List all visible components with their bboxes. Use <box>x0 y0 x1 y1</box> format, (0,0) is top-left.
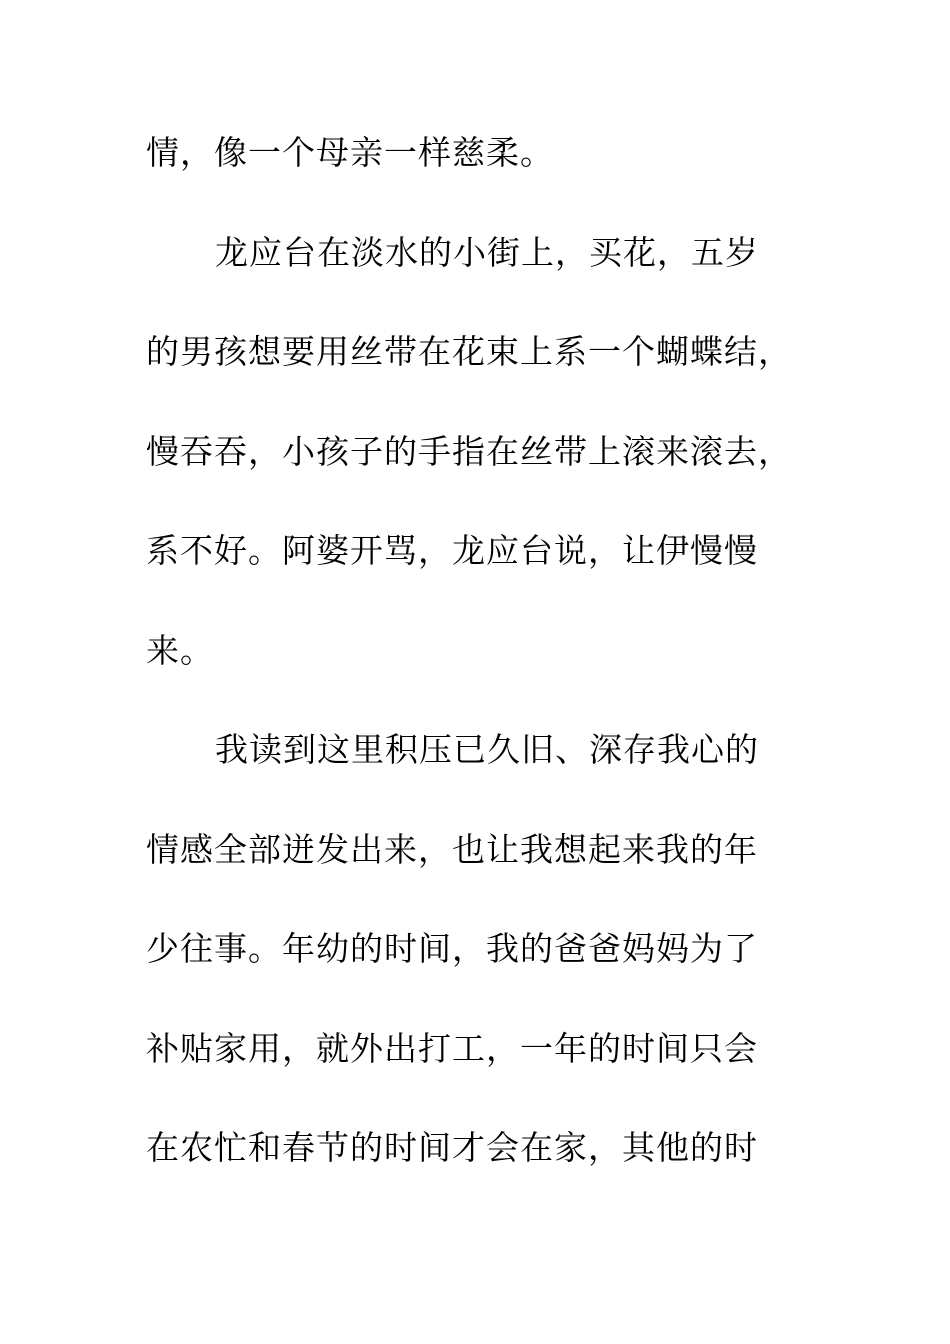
text-line: 补贴家用，就外出打工，一年的时间只会 <box>146 1029 758 1068</box>
text-line: 在农忙和春节的时间才会在家，其他的时 <box>146 1128 758 1167</box>
text-line: 情感全部迸发出来，也让我想起来我的年 <box>146 830 758 869</box>
text-line: 来。 <box>146 631 214 670</box>
text-line: 我读到这里积压已久旧、深存我心的 <box>215 730 759 769</box>
text-line: 龙应台在淡水的小街上，买花，五岁 <box>215 233 759 272</box>
text-line: 的男孩想要用丝带在花束上系一个蝴蝶结， <box>146 332 792 371</box>
text-line: 慢吞吞，小孩子的手指在丝带上滚来滚去， <box>146 432 792 471</box>
text-line: 少往事。年幼的时间，我的爸爸妈妈为了 <box>146 929 758 968</box>
text-line: 情，像一个母亲一样慈柔。 <box>146 133 554 172</box>
text-line: 系不好。阿婆开骂，龙应台说，让伊慢慢 <box>146 531 758 570</box>
